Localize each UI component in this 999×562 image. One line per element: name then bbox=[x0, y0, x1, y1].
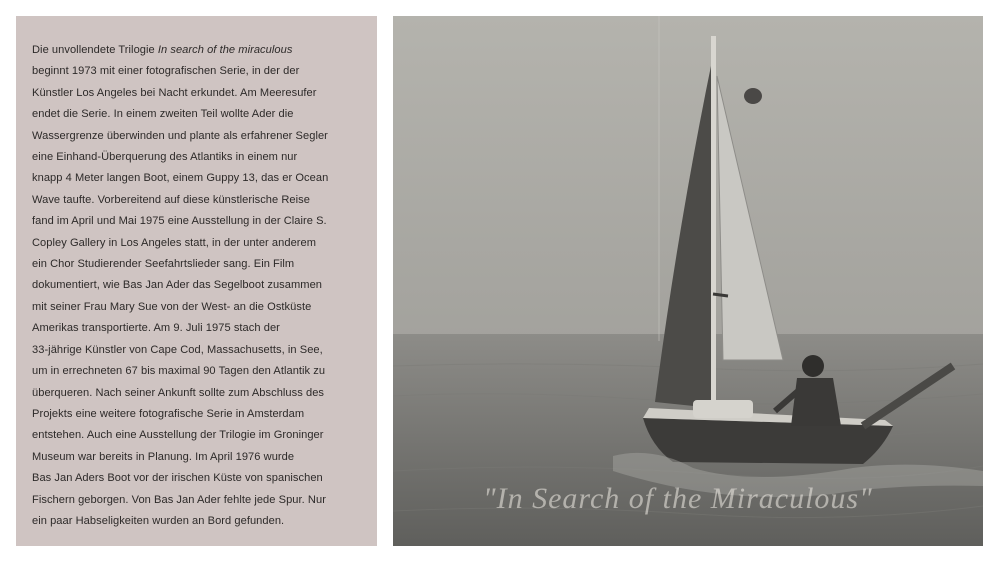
hull bbox=[643, 418, 893, 464]
essay-line: Bas Jan Aders Boot vor der irischen Küste von spanischen bbox=[32, 472, 323, 485]
essay-line: Fischern geborgen. Von Bas Jan Ader fehlte jede Spur. Nur bbox=[32, 493, 326, 506]
sailor-head bbox=[802, 355, 824, 377]
boom bbox=[713, 294, 728, 296]
trilogy-title: In search of the miraculous bbox=[157, 44, 293, 56]
essay-line: endet die Serie. In einem zweiten Teil wollte Ader die bbox=[32, 108, 294, 121]
essay-line: ein Chor Studierender Seefahrtslieder sang. Ein Film bbox=[32, 258, 295, 271]
essay-line: fand im April und Mai 1975 eine Ausstellung in der Claire S. bbox=[32, 215, 327, 228]
essay-line: beginnt 1973 mit einer fotografischen Serie, in der der bbox=[32, 65, 300, 78]
essay-line: knapp 4 Meter langen Boot, einem Guppy 13, das er Ocean bbox=[32, 172, 329, 185]
essay-line: Wassergrenze überwinden und plante als erfahrener Segler bbox=[32, 129, 328, 142]
mast bbox=[711, 36, 716, 416]
essay-line: Projekts eine weitere fotografische Serie in Amsterdam bbox=[32, 407, 305, 420]
essay-line: überqueren. Nach seiner Ankunft sollte zum Abschluss des bbox=[32, 386, 325, 399]
essay-line: eine Einhand-Überquerung des Atlantiks in einem nur bbox=[32, 151, 298, 164]
sailor-body bbox=[791, 378, 841, 426]
stain bbox=[744, 88, 762, 104]
cabin bbox=[693, 400, 753, 418]
sailboat-illustration bbox=[393, 16, 983, 546]
essay-line: Amerikas transportierte. Am 9. Juli 1975 stach der bbox=[32, 322, 280, 335]
essay-line: ein paar Habseligkeiten wurden an Bord gefunden. bbox=[32, 514, 285, 527]
essay-line: 33-jährige Künstler von Cape Cod, Massachusetts, in See, bbox=[32, 343, 323, 356]
essay-line: Wave taufte. Vorbereitend auf diese künstlerische Reise bbox=[32, 193, 310, 206]
essay-line-intro bbox=[32, 40, 365, 61]
sailboat-photo bbox=[393, 16, 983, 546]
essay-line: um in errechneten 67 bis maximal 90 Tagen den Atlantik zu bbox=[32, 365, 326, 378]
intro-text: Die unvollendete Trilogie bbox=[32, 44, 158, 56]
essay-line: Künstler Los Angeles bei Nacht erkundet. Am Meeresufer bbox=[32, 86, 317, 99]
essay-line: mit seiner Frau Mary Sue von der West- an die Ostküste bbox=[32, 300, 312, 313]
essay-line: dokumentiert, wie Bas Jan Ader das Segelboot zusammen bbox=[32, 279, 323, 292]
essay-line: Museum war bereits in Planung. Im April 1976 wurde bbox=[32, 450, 295, 463]
photo-caption: "In Search of the Miraculous" bbox=[483, 482, 873, 515]
essay-line: Copley Gallery in Los Angeles statt, in der unter anderem bbox=[32, 236, 317, 249]
essay-line: entstehen. Auch eine Ausstellung der Trilogie im Groninger bbox=[32, 429, 324, 442]
essay-text-panel bbox=[16, 16, 377, 546]
